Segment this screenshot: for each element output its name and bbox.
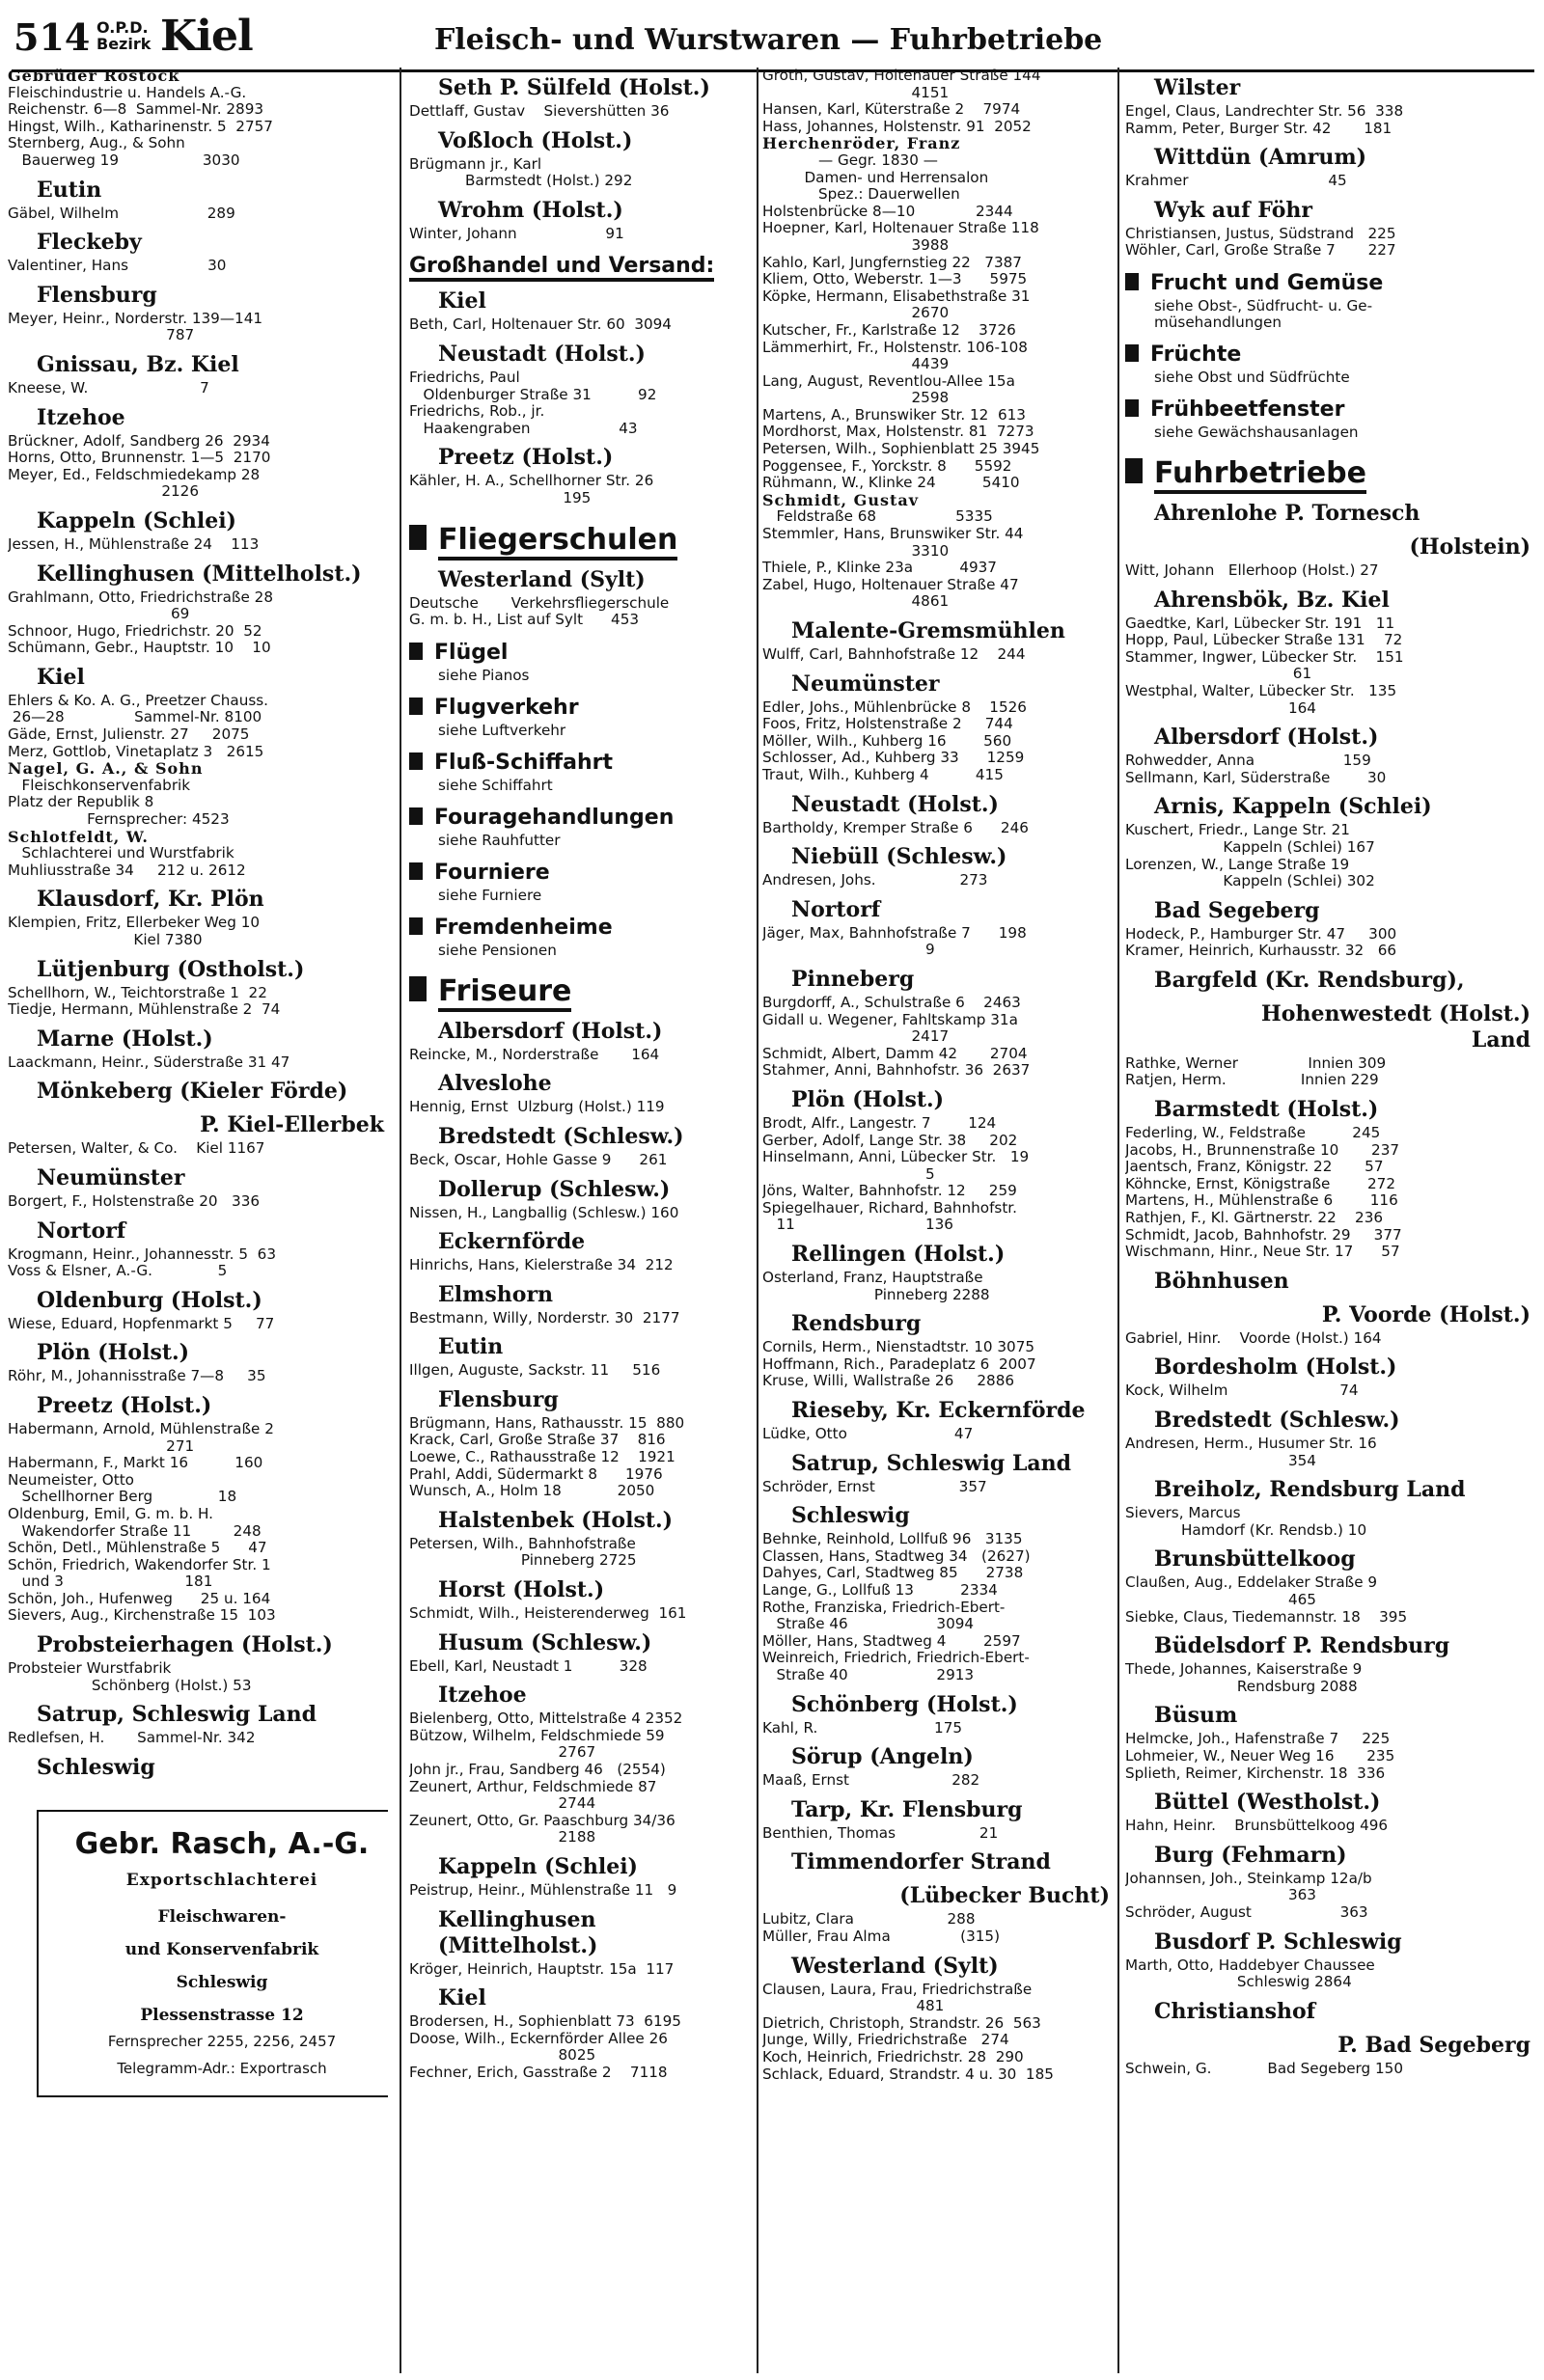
- listing-entries: Burgdorff, A., Schulstraße 6 2463 Gidall u. Wegener, Fahltskamp 31a 2417 Schmidt, Albert, Damm 42 2704 Stahmer, Anni, Bahnhofstr. 36 2637: [762, 993, 1031, 1080]
- ad-phone: Fernsprecher 2255, 2256, 2457: [107, 2032, 337, 2050]
- column-divider: [757, 68, 758, 2373]
- listing-entries: Bartholdy, Kremper Straße 6 246: [762, 818, 1029, 836]
- listing-entries: Meyer, Heinr., Norderstr. 139—141 787: [8, 309, 263, 344]
- listing-entries: Thede, Johannes, Kaiserstraße 9 Rendsburg 2088: [1125, 1660, 1363, 1695]
- category-heading: [1125, 341, 1534, 369]
- category-heading: [409, 749, 760, 778]
- place-heading: Wittdün (Amrum): [1154, 145, 1367, 171]
- category-heading: [409, 972, 760, 1011]
- ad-city: Schleswig: [176, 1972, 268, 1992]
- place-heading: Itzehoe: [37, 404, 125, 430]
- place-heading: P. Voorde (Holst.): [1321, 1301, 1530, 1327]
- listing-entries: Kahl, R. 175: [762, 1718, 963, 1737]
- place-heading: Satrup, Schleswig Land: [37, 1702, 317, 1728]
- ad-telegram: Telegramm-Adr.: Exportrasch: [117, 2059, 327, 2077]
- listing-entries: Marth, Otto, Haddebyer Chaussee Schleswig 2864: [1125, 1956, 1375, 1991]
- listing-entries: Christiansen, Justus, Südstrand 225 Wöhler, Carl, Große Straße 7 227: [1125, 224, 1396, 260]
- category-heading-text: Fluß-Schiffahrt: [434, 750, 613, 775]
- category-heading-text: Flügel: [434, 640, 509, 665]
- place-heading: Arnis, Kappeln (Schlei): [1154, 794, 1432, 820]
- category-marker-icon: [409, 807, 423, 825]
- listing-entries: — Gegr. 1830 — Damen- und Herrensalon Spez.: Dauerwellen Holstenbrücke 8—10 2344 Hoepner, Karl, Holtenauer Straße 118 3988 Kahlo, Karl, Jungfernstieg 22 7387 Kliem, Otto, Weberstr. 1—3 5975 Köpke, Hermann, Elisabethstraße 31 2670 Kutscher, Fr., Karlstraße 12 3726 Lämmerhirt, Fr., Holstenstr. 106-108 4439 Lang, August, Reventlou-Allee 15a 2598 Martens, A., Brunswiker Str. 12 613 Mordhorst, Max, Holstenstr. 81 7273 Petersen, Wilh., Sophienblatt 25 3945 Poggensee, F., Yorckstr. 8 5592 Rühmann, W., Klinke 24 5410: [762, 150, 1040, 492]
- column-divider: [400, 68, 401, 2373]
- page-title: Fleisch- und Wurstwaren — Fuhrbetriebe: [434, 23, 1103, 57]
- place-heading: Malente-Gremsmühlen: [791, 618, 1065, 643]
- place-heading: Ahrenlohe P. Tornesch: [1154, 500, 1420, 526]
- place-heading: Christianshof: [1154, 1998, 1316, 2024]
- ad-line: und Konservenfabrik: [124, 1939, 319, 1959]
- place-heading: Bordesholm (Holst.): [1154, 1354, 1397, 1381]
- listing-entries: Wulff, Carl, Bahnhofstraße 12 244: [762, 645, 1026, 663]
- place-heading: Neumünster: [37, 1164, 185, 1190]
- listing-entries: Friedrichs, Paul Oldenburger Straße 31 92 Friedrichs, Rob., jr. Haakengraben 43: [409, 368, 657, 437]
- district-city: Kiel: [160, 12, 253, 61]
- listing-entries: Fleischindustrie u. Handels A.-G. Reichenstr. 6—8 Sammel-Nr. 2893 Hingst, Wilh., Katharinenstr. 5 2757 Sternberg, Aug., & Sohn Bauerweg 19 3030: [8, 83, 273, 169]
- ad-line: Fleischwaren-: [157, 1906, 287, 1927]
- listing-entries: Schlachterei und Wurstfabrik Muhliusstraße 34 212 u. 2612: [8, 844, 246, 879]
- cross-reference: siehe Furniere: [438, 886, 542, 904]
- listing-entries: Hinrichs, Hans, Kielerstraße 34 212: [409, 1256, 674, 1274]
- listing-entries: Feldstraße 68 5335 Stemmler, Hans, Brunswiker Str. 44 3310 Thiele, P., Klinke 23a 4937 Zabel, Hugo, Holtenauer Straße 47 4861: [762, 507, 1024, 611]
- listing-entries: Behnke, Reinhold, Lollfuß 96 3135 Classen, Hans, Stadtweg 34 (2627) Dahyes, Carl, Stadtweg 85 2738 Lange, G., Lollfuß 13 2334 Rothe, Franziska, Friedrich-Ebert- Straße 46 3094 Möller, Hans, Stadtweg 4 2597 Weinreich, Friedrich, Friedrich-Ebert- Straße 40 2913: [762, 1530, 1031, 1683]
- listing-entries: Lubitz, Clara 288 Müller, Frau Alma (315): [762, 1910, 1001, 1945]
- listing-entries: Cornils, Herm., Nienstadtstr. 10 3075 Hoffmann, Rich., Paradeplatz 6 2007 Kruse, Willi, Wallstraße 26 2886: [762, 1338, 1036, 1390]
- place-heading: Seth P. Sülfeld (Holst.): [438, 75, 710, 100]
- category-heading-text: Fliegerschulen: [438, 523, 677, 561]
- listing-entries: Jessen, H., Mühlenstraße 24 113: [8, 534, 260, 553]
- listing-entries: Johannsen, Joh., Steinkamp 12a/b 363 Schröder, August 363: [1125, 1869, 1372, 1921]
- listing-entries: Gäbel, Wilhelm 289: [8, 204, 235, 222]
- cross-reference: siehe Pianos: [438, 666, 530, 684]
- place-heading: Albersdorf (Holst.): [1154, 725, 1379, 751]
- listing-entries: Peistrup, Heinr., Mühlenstraße 11 9: [409, 1880, 677, 1899]
- column-4: [1125, 68, 1534, 2373]
- listing-entries: Jäger, Max, Bahnhofstraße 7 198 9: [762, 923, 1027, 959]
- listing-entries: Maaß, Ernst 282: [762, 1771, 980, 1790]
- place-heading: Alveslohe: [438, 1071, 552, 1097]
- listing-entries: Benthien, Thomas 21: [762, 1823, 999, 1842]
- listing-entries: Brügmann jr., Karl Barmstedt (Holst.) 292: [409, 154, 633, 190]
- place-heading: P. Kiel-Ellerbek: [200, 1112, 384, 1138]
- category-heading: [1125, 396, 1534, 424]
- subsection-heading-text: Großhandel und Versand:: [409, 254, 714, 282]
- listing-entries: Kähler, H. A., Schellhorner Str. 26 195: [409, 472, 654, 506]
- listing-entries: Kock, Wilhelm 74: [1125, 1381, 1359, 1400]
- category-heading: [1125, 454, 1534, 493]
- place-heading: Bad Segeberg: [1154, 897, 1320, 923]
- column-1: [8, 68, 388, 2373]
- category-heading: [409, 859, 760, 888]
- place-heading: Dollerup (Schlesw.): [438, 1176, 671, 1202]
- place-heading: Plön (Holst.): [37, 1340, 190, 1366]
- place-heading: Neumünster: [791, 670, 940, 697]
- place-heading: Westerland (Sylt): [438, 566, 646, 592]
- cross-reference: siehe Pensionen: [438, 941, 557, 959]
- category-marker-icon: [409, 976, 427, 1001]
- listing-entries: Habermann, Arnold, Mühlenstraße 2 271 Habermann, F., Markt 16 160 Neumeister, Otto Schellhorner Berg 18 Oldenburg, Emil, G. m. b. H. Wakendorfer Straße 11 248 Schön, Detl., Mühlenstraße 5 47 Schön, Friedrich, Wakendorfer Str. 1 und 3 181 Schön, Joh., Hufenweg 25 u. 164 Sievers, Aug., Kirchenstraße 15 103: [8, 1419, 276, 1625]
- listing-entries: Winter, Johann 91: [409, 224, 624, 242]
- listing-entries: Grahlmann, Otto, Friedrichstraße 28 69 Schnoor, Hugo, Friedrichstr. 20 52 Schümann, Gebr., Hauptstr. 10 10: [8, 588, 273, 657]
- place-heading: Tarp, Kr. Flensburg: [791, 1796, 1023, 1822]
- place-heading: Böhnhusen: [1154, 1268, 1289, 1294]
- listing-entries: Rohwedder, Anna 159 Sellmann, Karl, Süderstraße 30: [1125, 752, 1387, 786]
- listing-entries: Wiese, Eduard, Hopfenmarkt 5 77: [8, 1314, 275, 1332]
- place-heading: Mönkeberg (Kieler Förde): [37, 1079, 348, 1105]
- category-marker-icon: [409, 917, 423, 935]
- cross-reference: siehe Obst und Südfrüchte: [1154, 368, 1350, 386]
- listing-entries: Laackmann, Heinr., Süderstraße 31 47: [8, 1053, 290, 1071]
- place-heading: Schleswig: [791, 1503, 910, 1529]
- listing-entries: Hennig, Ernst Ulzburg (Holst.) 119: [409, 1098, 665, 1116]
- place-heading: Rellingen (Holst.): [791, 1242, 1006, 1268]
- place-heading: Schönberg (Holst.): [791, 1691, 1018, 1717]
- listing-entries: Kuschert, Friedr., Lange Str. 21 Kappeln (Schlei) 167 Lorenzen, W., Lange Straße 19 Kappeln (Schlei) 302: [1125, 821, 1375, 890]
- category-heading: [1125, 269, 1534, 298]
- place-heading: Kiel: [37, 664, 85, 690]
- place-heading: Preetz (Holst.): [438, 445, 614, 471]
- listing-entries: Engel, Claus, Landrechter Str. 56 338 Ramm, Peter, Burger Str. 42 181: [1125, 102, 1404, 137]
- listing-entries: Gabriel, Hinr. Voorde (Holst.) 164: [1125, 1328, 1382, 1347]
- listing-entries: Sievers, Marcus Hamdorf (Kr. Rendsb.) 10: [1125, 1504, 1367, 1539]
- place-heading: Wrohm (Holst.): [438, 197, 623, 223]
- column-3: [762, 68, 1114, 2373]
- listing-entries: Klempien, Fritz, Ellerbeker Weg 10 Kiel 7380: [8, 914, 261, 948]
- place-heading: Probsteierhagen (Holst.): [37, 1632, 333, 1658]
- listing-entries: Ebell, Karl, Neustadt 1 328: [409, 1656, 648, 1675]
- firm-name: Nagel, G. A., & Sohn: [8, 759, 204, 779]
- listing-entries: Reincke, M., Norderstraße 164: [409, 1045, 660, 1063]
- place-heading: Flensburg: [438, 1386, 559, 1412]
- category-marker-icon: [1125, 344, 1139, 362]
- place-heading: Nortorf: [791, 896, 881, 922]
- listing-entries: Redlefsen, H. Sammel-Nr. 342: [8, 1729, 256, 1747]
- firm-name: Schmidt, Gustav: [762, 490, 920, 509]
- place-heading: Ahrensbök, Bz. Kiel: [1154, 587, 1390, 613]
- place-heading: (Lübecker Bucht): [899, 1883, 1110, 1909]
- page-number: 514: [14, 15, 91, 59]
- category-heading: [409, 694, 760, 723]
- listing-entries: Helmcke, Joh., Hafenstraße 7 225 Lohmeier, W., Neuer Weg 16 235 Splieth, Reimer, Kirchenstr. 18 336: [1125, 1730, 1395, 1782]
- ad-street: Plessenstrasse 12: [140, 2005, 304, 2025]
- cross-reference: siehe Luftverkehr: [438, 721, 566, 739]
- place-heading: Elmshorn: [438, 1281, 554, 1307]
- place-heading: Kiel: [438, 1985, 486, 2011]
- category-heading: [409, 914, 760, 943]
- listing-entries: Krahmer 45: [1125, 172, 1347, 190]
- category-marker-icon: [1125, 273, 1139, 290]
- place-heading: P. Bad Segeberg: [1337, 2032, 1530, 2058]
- listing-entries: Kröger, Heinrich, Hauptstr. 15a 117: [409, 1959, 675, 1978]
- listing-entries: Valentiner, Hans 30: [8, 257, 227, 275]
- listing-entries: Groth, Gustav, Holtenauer Straße 144 4151 Hansen, Karl, Küterstraße 2 7974 Hass, Johannes, Holstenstr. 91 2052: [762, 68, 1041, 135]
- place-heading: Eutin: [37, 177, 102, 203]
- cross-reference: siehe Gewächshausanlagen: [1154, 423, 1359, 441]
- category-heading: [409, 804, 760, 833]
- place-heading: Neustadt (Holst.): [438, 341, 646, 367]
- advertisement-box: [37, 1810, 388, 2097]
- listing-entries: Deutsche Verkehrsfliegerschule G. m. b. H., List auf Sylt 453: [409, 593, 670, 629]
- cross-reference: siehe Schiffahrt: [438, 776, 553, 794]
- category-heading-text: Fouragehandlungen: [434, 805, 675, 830]
- place-heading: Flensburg: [37, 282, 157, 308]
- category-heading-text: Früchte: [1150, 342, 1242, 367]
- place-heading: Wyk auf Föhr: [1154, 197, 1312, 223]
- category-heading-text: Flugverkehr: [434, 695, 579, 720]
- place-heading: Voßloch (Holst.): [438, 127, 633, 153]
- place-heading: Westerland (Sylt): [791, 1953, 999, 1979]
- cross-reference: siehe Obst-, Südfrucht- u. Ge- müsehandlungen: [1154, 296, 1373, 331]
- listing-entries: Claußen, Aug., Eddelaker Straße 9 465 Siebke, Claus, Tiedemannstr. 18 395: [1125, 1573, 1408, 1626]
- listing-entries: Beck, Oscar, Hohle Gasse 9 261: [409, 1150, 668, 1168]
- subsection-heading: [409, 252, 760, 281]
- listing-entries: Witt, Johann Ellerhoop (Holst.) 27: [1125, 561, 1379, 579]
- category-marker-icon: [1125, 399, 1139, 417]
- listing-entries: Schwein, G. Bad Segeberg 150: [1125, 2059, 1403, 2077]
- listing-entries: Fleischkonservenfabrik Platz der Republik 8 Fernsprecher: 4523: [8, 776, 230, 829]
- place-heading: Büdelsdorf P. Rendsburg: [1154, 1633, 1450, 1659]
- ad-tagline: Exportschlachterei: [125, 1870, 318, 1890]
- page-header: [0, 10, 1544, 69]
- place-heading: Eckernförde: [438, 1229, 586, 1255]
- listing-entries: Nissen, H., Langballig (Schlesw.) 160: [409, 1203, 679, 1221]
- listing-entries: Brückner, Adolf, Sandberg 26 2934 Horns, Otto, Brunnenstr. 1—5 2170 Meyer, Ed., Feldschmiedekamp 28 2126: [8, 431, 271, 501]
- category-heading-text: Fremdenheime: [434, 915, 613, 940]
- listing-entries: Hahn, Heinr. Brunsbüttelkoog 496: [1125, 1817, 1389, 1835]
- firm-name: Gebrüder Rostock: [8, 68, 180, 85]
- place-heading: Rendsburg: [791, 1311, 922, 1337]
- place-heading: Burg (Fehmarn): [1154, 1842, 1347, 1868]
- listing-entries: Beth, Carl, Holtenauer Str. 60 3094: [409, 315, 672, 334]
- place-heading: Busdorf P. Schleswig: [1154, 1929, 1402, 1955]
- listing-entries: Schmidt, Wilh., Heisterenderweg 161: [409, 1604, 687, 1623]
- place-heading: Horst (Holst.): [438, 1577, 605, 1603]
- listing-entries: Dettlaff, Gustav Sievershütten 36: [409, 102, 670, 120]
- category-heading-text: Fuhrbetriebe: [1154, 456, 1366, 494]
- listing-entries: Rathke, Werner Innien 309 Ratjen, Herm. Innien 229: [1125, 1053, 1387, 1089]
- place-heading: Plön (Holst.): [791, 1086, 945, 1112]
- ad-company-name: Gebr. Rasch, A.-G.: [74, 1826, 370, 1861]
- listing-entries: Clausen, Laura, Frau, Friedrichstraße 481 Dietrich, Christoph, Strandstr. 26 563 Junge, Willy, Friedrichstraße 274 Koch, Heinrich, Friedrichstr. 28 290 Schlack, Eduard, Strandstr. 4 u. 30 185: [762, 1980, 1054, 2083]
- place-heading: Neustadt (Holst.): [791, 791, 999, 817]
- listing-entries: Kneese, W. 7: [8, 378, 209, 397]
- place-heading: Sörup (Angeln): [791, 1744, 974, 1770]
- place-heading: Bargfeld (Kr. Rendsburg),: [1154, 967, 1465, 993]
- place-heading: Büsum: [1154, 1703, 1238, 1729]
- place-heading: Satrup, Schleswig Land: [791, 1450, 1072, 1476]
- category-heading-text: Frucht und Gemüse: [1150, 270, 1384, 295]
- place-heading: Kappeln (Schlei): [438, 1853, 638, 1879]
- category-heading-text: Frühbeetfenster: [1150, 397, 1345, 422]
- category-heading-text: Friseure: [438, 974, 571, 1012]
- firm-name: Schlotfeldt, W.: [8, 827, 149, 846]
- district-label: O.P.D. Bezirk: [96, 18, 152, 53]
- place-heading: Büttel (Westholst.): [1154, 1790, 1381, 1816]
- listing-entries: Krogmann, Heinr., Johannesstr. 5 63 Voss & Elsner, A.-G. 5: [8, 1245, 276, 1280]
- place-heading: Husum (Schlesw.): [438, 1629, 652, 1655]
- place-heading: Bredstedt (Schlesw.): [438, 1123, 684, 1149]
- place-heading: Fleckeby: [37, 230, 142, 256]
- listing-entries: Hodeck, P., Hamburger Str. 47 300 Kramer, Heinrich, Kurhausstr. 32 66: [1125, 924, 1397, 960]
- place-heading: Niebüll (Schlesw.): [791, 844, 1007, 870]
- place-heading: Eutin: [438, 1334, 504, 1360]
- listing-entries: Edler, Johs., Mühlenbrücke 8 1526 Foos, Fritz, Holstenstraße 2 744 Möller, Wilh., Kuhberg 16 560 Schlosser, Ad., Kuhberg 33 1259 Traut, Wilh., Kuhberg 4 415: [762, 698, 1027, 783]
- listing-entries: Brügmann, Hans, Rathausstr. 15 880 Krack, Carl, Große Straße 37 816 Loewe, C., Rathausstraße 12 1921 Prahl, Addi, Südermarkt 8 1976 Wunsch, A., Holm 18 2050: [409, 1413, 685, 1500]
- category-marker-icon: [1125, 458, 1143, 483]
- place-heading: Wilster: [1154, 75, 1241, 100]
- listing-entries: Borgert, F., Holstenstraße 20 336: [8, 1191, 261, 1210]
- listing-entries: Petersen, Walter, & Co. Kiel 1167: [8, 1139, 265, 1158]
- category-marker-icon: [409, 525, 427, 550]
- place-heading: Schleswig: [37, 1754, 155, 1780]
- listing-entries: Illgen, Auguste, Sackstr. 11 516: [409, 1361, 661, 1380]
- listing-entries: Brodersen, H., Sophienblatt 73 6195 Doose, Wilh., Eckernförder Allee 26 8025 Fechner, Erich, Gasstraße 2 7118: [409, 2012, 681, 2081]
- place-heading: Halstenbek (Holst.): [438, 1507, 674, 1533]
- category-heading-text: Fourniere: [434, 860, 550, 885]
- cross-reference: siehe Rauhfutter: [438, 831, 561, 849]
- place-heading: Preetz (Holst.): [37, 1392, 212, 1418]
- listing-entries: Schröder, Ernst 357: [762, 1477, 987, 1495]
- listing-entries: Bielenberg, Otto, Mittelstraße 4 2352 Bützow, Wilhelm, Feldschmiede 59 2767 John jr., Frau, Sandberg 46 (2554) Zeunert, Arthur, Feldschmiede 87 2744 Zeunert, Otto, Gr. Paaschburg 34/36 2188: [409, 1710, 683, 1847]
- listing-entries: Ehlers & Ko. A. G., Preetzer Chauss. 26—28 Sammel-Nr. 8100 Gäde, Ernst, Julienstr. 27 2075 Merz, Gottlob, Vinetaplatz 3 2615: [8, 691, 268, 760]
- place-heading: Barmstedt (Holst.): [1154, 1097, 1379, 1123]
- place-heading: Kellinghusen (Mittelholst.): [37, 561, 362, 587]
- listing-entries: Andresen, Herm., Husumer Str. 16 354: [1125, 1435, 1377, 1469]
- place-heading: Albersdorf (Holst.): [438, 1018, 663, 1044]
- category-marker-icon: [409, 752, 423, 770]
- listing-entries: Petersen, Wilh., Bahnhofstraße Pinneberg 2725: [409, 1534, 637, 1570]
- category-marker-icon: [409, 862, 423, 880]
- place-heading: Marne (Holst.): [37, 1026, 213, 1052]
- place-heading: Bredstedt (Schlesw.): [1154, 1408, 1400, 1433]
- place-heading: Gnissau, Bz. Kiel: [37, 351, 239, 377]
- place-heading: Rieseby, Kr. Eckernförde: [791, 1398, 1086, 1424]
- place-heading: Klausdorf, Kr. Plön: [37, 887, 264, 913]
- place-heading: Oldenburg (Holst.): [37, 1287, 262, 1313]
- place-heading: Brunsbüttelkoog: [1154, 1546, 1356, 1573]
- category-marker-icon: [409, 643, 423, 660]
- place-heading: Breiholz, Rendsburg Land: [1154, 1477, 1466, 1503]
- category-heading: [409, 521, 760, 560]
- place-heading: Itzehoe: [438, 1682, 527, 1709]
- place-heading: Pinneberg: [791, 966, 915, 992]
- place-heading: Hohenwestedt (Holst.) Land: [1261, 1000, 1530, 1053]
- listing-entries: Andresen, Johs. 273: [762, 871, 988, 889]
- column-2: [409, 68, 760, 2373]
- listing-entries: Röhr, M., Johannisstraße 7—8 35: [8, 1367, 266, 1385]
- listing-entries: Federling, W., Feldstraße 245 Jacobs, H., Brunnenstraße 10 237 Jaentsch, Franz, Königstr. 22 57 Köhncke, Ernst, Königstraße 272 Martens, H., Mühlenstraße 6 116 Rathjen, F., Kl. Gärtnerstr. 22 236 Schmidt, Jacob, Bahnhofstr. 29 377 Wischmann, Hinr., Neue Str. 17 57: [1125, 1124, 1402, 1261]
- column-divider: [1117, 68, 1119, 2373]
- listing-entries: Probsteier Wurstfabrik Schönberg (Holst.) 53: [8, 1659, 252, 1694]
- place-heading: Nortorf: [37, 1217, 126, 1244]
- place-heading: Kiel: [438, 288, 486, 315]
- place-heading: Lütjenburg (Ostholst.): [37, 956, 305, 982]
- category-heading: [409, 639, 760, 668]
- listing-entries: Osterland, Franz, Hauptstraße Pinneberg 2288: [762, 1269, 990, 1303]
- place-heading: (Holstein): [1409, 533, 1530, 560]
- listing-entries: Bestmann, Willy, Norderstr. 30 2177: [409, 1308, 680, 1327]
- place-heading: Timmendorfer Strand: [791, 1849, 1051, 1875]
- place-heading: Kellinghusen (Mittelholst.): [438, 1906, 604, 1958]
- listing-entries: Schellhorn, W., Teichtorstraße 1 22 Tiedje, Hermann, Mühlenstraße 2 74: [8, 983, 281, 1019]
- listing-entries: Brodt, Alfr., Langestr. 7 124 Gerber, Adolf, Lange Str. 38 202 Hinselmann, Anni, Lübecker Str. 19 5 Jöns, Walter, Bahnhofstr. 12 259 Spiegelhauer, Richard, Bahnhofstr. 11 136: [762, 1113, 1030, 1234]
- listing-entries: Gaedtke, Karl, Lübecker Str. 191 11 Hopp, Paul, Lübecker Straße 131 72 Stammer, Ingwer, Lübecker Str. 151 61 Westphal, Walter, Lübecker Str. 135 164: [1125, 614, 1404, 717]
- place-heading: Kappeln (Schlei): [37, 507, 236, 533]
- firm-name: Herchenröder, Franz: [762, 134, 961, 153]
- category-marker-icon: [409, 698, 423, 715]
- listing-entries: Lüdke, Otto 47: [762, 1425, 974, 1443]
